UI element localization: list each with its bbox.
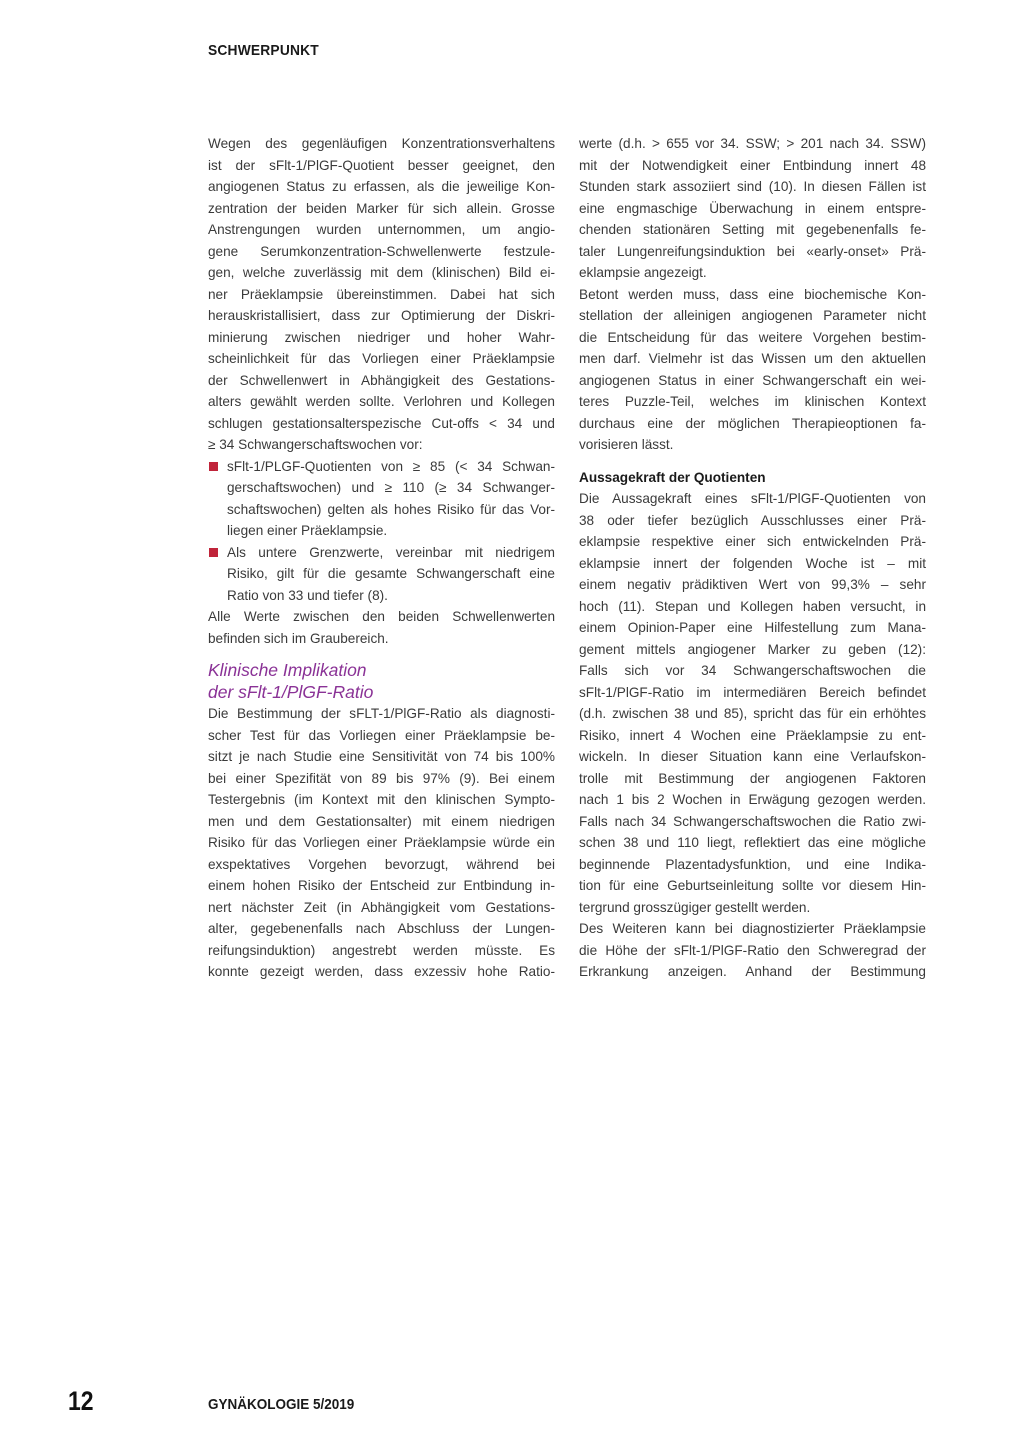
bullet-square-icon bbox=[209, 462, 218, 471]
text-line: Falls nach 34 Schwangerschaftswochen die Ratio zwi- bbox=[579, 813, 926, 829]
text-line: beginnende Plazentadysfunktion, und eine Indika- bbox=[579, 856, 926, 872]
text-line: einem Opinion-Paper eine Hilfestellung zum Mana- bbox=[579, 620, 926, 635]
text-line: konnte gezeigt werden, dass exzessiv hohe Ratio- bbox=[208, 964, 555, 979]
text-line: scheinlichkeit für das Vorliegen einer Präeklampsie bbox=[208, 351, 555, 366]
text-line: wickeln. In dieser Situation kann eine Verlaufskon- bbox=[579, 749, 926, 764]
text-line: angiogenen Status in einer Schwangerschaft ein wei- bbox=[579, 372, 926, 388]
text-line: stellation der alleinigen angiogenen Parameter nicht bbox=[579, 308, 926, 323]
section-gap bbox=[208, 649, 555, 660]
text-line: (d.h. zwischen 38 und 85), spricht das für ein erhöhtes bbox=[579, 706, 926, 721]
page-number: 12 bbox=[68, 1386, 94, 1416]
text-line: einem hohen Risiko der Entscheid zur Entbindung in- bbox=[208, 878, 555, 893]
text-line: durchaus eine der möglichen Therapieoptionen fa- bbox=[579, 415, 926, 431]
text-line: eine engmaschige Überwachung in einem entspre- bbox=[579, 200, 926, 216]
text-line: Risiko, gilt für die gesamte Schwangerschaft eine bbox=[227, 566, 555, 581]
text-line: Ratio von 33 und tiefer (8). bbox=[227, 587, 388, 603]
text-line: die Entscheidung für das weitere Vorgehen bestim- bbox=[579, 329, 926, 345]
text-line: alters gewählt werden sollte. Verlohren und Kollegen bbox=[208, 394, 555, 409]
text-line: mit der Notwendigkeit einer Entbindung innert 48 bbox=[579, 157, 926, 173]
bullet-square-icon bbox=[209, 548, 218, 557]
text-line: gene Serumkonzentration-Schwellenwerte festzule- bbox=[208, 243, 555, 259]
bullet-list bbox=[208, 456, 555, 607]
text-line: ist der sFlt-1/PlGF-Quotient besser geeignet, den bbox=[208, 157, 555, 173]
section-heading bbox=[208, 660, 555, 703]
paragraph-1 bbox=[579, 133, 926, 284]
subsection-gap bbox=[579, 456, 926, 467]
section-paragraph bbox=[208, 703, 555, 983]
bullet-item-2 bbox=[208, 542, 555, 607]
text-line: Des Weiteren kann bei diagnostizierter Präeklampsie bbox=[579, 921, 926, 936]
section-heading-line-1: Klinische Implikation bbox=[208, 660, 367, 680]
outro-paragraph bbox=[208, 606, 555, 649]
text-line: chenden stationären Setting mit gegebenenfalls fe- bbox=[579, 222, 926, 237]
text-line: reifungsinduktion) angestrebt werden müsste. Es bbox=[208, 942, 555, 958]
text-line: men darf. Vielmehr ist das Wissen um den aktuellen bbox=[579, 351, 926, 366]
text-line: ≥ 34 Schwangerschaftswochen vor: bbox=[208, 437, 423, 452]
text-line: nach 1 bis 2 Wochen in Erwägung gezogen werden. bbox=[579, 792, 926, 807]
journal-footer: GYNÄKOLOGIE 5/2019 bbox=[208, 1396, 355, 1413]
text-line: 38 oder tiefer bezüglich Ausschlusses einer Prä- bbox=[579, 512, 926, 528]
paragraph-4 bbox=[579, 918, 926, 983]
text-line: men und dem Gestationsalter) mit einem niedrigen bbox=[208, 813, 555, 829]
paragraph-3 bbox=[579, 488, 926, 918]
text-line: herauskristallisiert, dass zur Optimierung der Diskri- bbox=[208, 308, 555, 323]
text-line: liegen einer Präeklampsie. bbox=[227, 523, 388, 538]
left-column bbox=[208, 133, 555, 983]
text-line: Risiko für das Vorliegen einer Präeklampsie würde ein bbox=[208, 835, 555, 850]
text-line: ner Präeklampsie übereinstimmen. Dabei hat sich bbox=[208, 286, 555, 302]
text-line: eklampsie innert der folgenden Woche ist – mit bbox=[579, 555, 926, 571]
right-column bbox=[579, 133, 926, 983]
text-line bbox=[208, 542, 555, 564]
text-line: zentration der beiden Marker für sich allein. Grosse bbox=[208, 200, 555, 216]
text-line: alter, gegebenenfalls nach Abschluss der Lungen- bbox=[208, 921, 555, 936]
text-line: Anstrengungen wurden unternommen, um angio- bbox=[208, 222, 555, 237]
text-line: Wegen des gegenläufigen Konzentrationsverhaltens bbox=[208, 136, 555, 151]
text-line: gen, welche zuverlässig mit dem (klinischen) Bild ei- bbox=[208, 265, 555, 280]
bullet-text: Als untere Grenzwerte, vereinbar mit niedrigem bbox=[227, 544, 555, 560]
text-line: Erkrankung anzeigen. Anhand der Bestimmung bbox=[579, 964, 926, 979]
bullet-item-1 bbox=[208, 456, 555, 542]
text-line: Risiko, innert 4 Wochen eine Präeklampsie zu ent- bbox=[579, 727, 926, 743]
paragraph-2 bbox=[579, 284, 926, 456]
text-line: Betont werden muss, dass eine biochemische Kon- bbox=[579, 286, 926, 302]
section-heading-line-2: der sFlt-1/PlGF-Ratio bbox=[208, 681, 374, 702]
text-line: Stunden stark assoziiert sind (10). In diesen Fällen ist bbox=[579, 179, 926, 194]
text-line: einem negativ prädiktiven Wert von 99,3% – sehr bbox=[579, 577, 926, 592]
text-line: tion für eine Geburtseinleitung sollte vor diesem Hin- bbox=[579, 878, 926, 893]
text-line: Die Bestimmung der sFLT-1/PlGF-Ratio als diagnosti- bbox=[208, 706, 555, 721]
text-line: befinden sich im Graubereich. bbox=[208, 630, 389, 646]
text-line: angiogenen Status zu erfassen, als die jeweilige Kon- bbox=[208, 179, 555, 194]
running-head-section: SCHWERPUNKT bbox=[208, 42, 319, 59]
text-line: Alle Werte zwischen den beiden Schwellenwerten bbox=[208, 609, 555, 624]
text-line: taler Lungenreifungsinduktion bei «early-onset» Prä- bbox=[579, 243, 926, 259]
text-line: sitzt je nach Studie eine Sensitivität von 74 bis 100% bbox=[208, 749, 555, 764]
subsection-heading: Aussagekraft der Quotienten bbox=[579, 469, 766, 485]
text-line: trolle mit Bestimmung der angiogenen Faktoren bbox=[579, 770, 926, 786]
text-line: Die Aussagekraft eines sFlt-1/PlGF-Quotienten von bbox=[579, 491, 926, 506]
text-line: sFlt-1/PlGF-Ratio im intermediären Bereich befindet bbox=[579, 684, 926, 700]
text-line: vorisieren lässt. bbox=[579, 437, 674, 452]
text-line: hoch (11). Stepan und Kollegen haben versucht, in bbox=[579, 598, 926, 614]
text-line: eklampsie respektive einer sich entwickelnden Prä- bbox=[579, 534, 926, 549]
text-line: werte (d.h. > 655 vor 34. SSW; > 201 nach 34. SSW) bbox=[579, 136, 926, 151]
text-line: gement mittels angiogener Marker zu geben (12): bbox=[579, 641, 926, 657]
text-line: schaftswochen) gelten als hohes Risiko für das Vor- bbox=[227, 501, 555, 517]
text-line: teres Puzzle-Teil, welches im klinischen Kontext bbox=[579, 394, 926, 409]
text-line: schlugen gestationsalterspezische Cut-offs < 34 und bbox=[208, 415, 555, 431]
text-line: scher Test für das Vorliegen einer Präeklampsie be- bbox=[208, 727, 555, 743]
text-line: eklampsie angezeigt. bbox=[579, 265, 707, 280]
text-line: minierung zwischen niedriger und hoher Wahr- bbox=[208, 329, 555, 345]
text-line: Testergebnis (im Kontext mit den klinischen Sympto- bbox=[208, 792, 555, 807]
text-line: bei einer Spezifität von 89 bis 97% (9). Bei einem bbox=[208, 770, 555, 786]
text-line: Falls sich vor 34 Schwangerschaftswochen die bbox=[579, 663, 926, 678]
bullet-text: sFlt-1/PLGF-Quotienten von ≥ 85 (< 34 Schwan- bbox=[227, 458, 555, 474]
text-line: schen 38 und 110 liegt, reflektiert das eine mögliche bbox=[579, 835, 926, 850]
text-line: der Schwellenwert in Abhängigkeit des Gestations- bbox=[208, 372, 555, 388]
text-line: tergrund grosszügiger gestellt werden. bbox=[579, 899, 811, 915]
text-line: nert nächster Zeit (in Abhängigkeit vom Gestations- bbox=[208, 899, 555, 915]
text-line: gerschaftswochen) und ≥ 110 (≥ 34 Schwanger- bbox=[227, 480, 555, 495]
text-line bbox=[208, 456, 555, 478]
intro-paragraph bbox=[208, 133, 555, 456]
text-line: die Höhe der sFlt-1/PlGF-Ratio den Schweregrad der bbox=[579, 942, 926, 958]
text-line: exspektatives Vorgehen bevorzugt, während bei bbox=[208, 856, 555, 872]
